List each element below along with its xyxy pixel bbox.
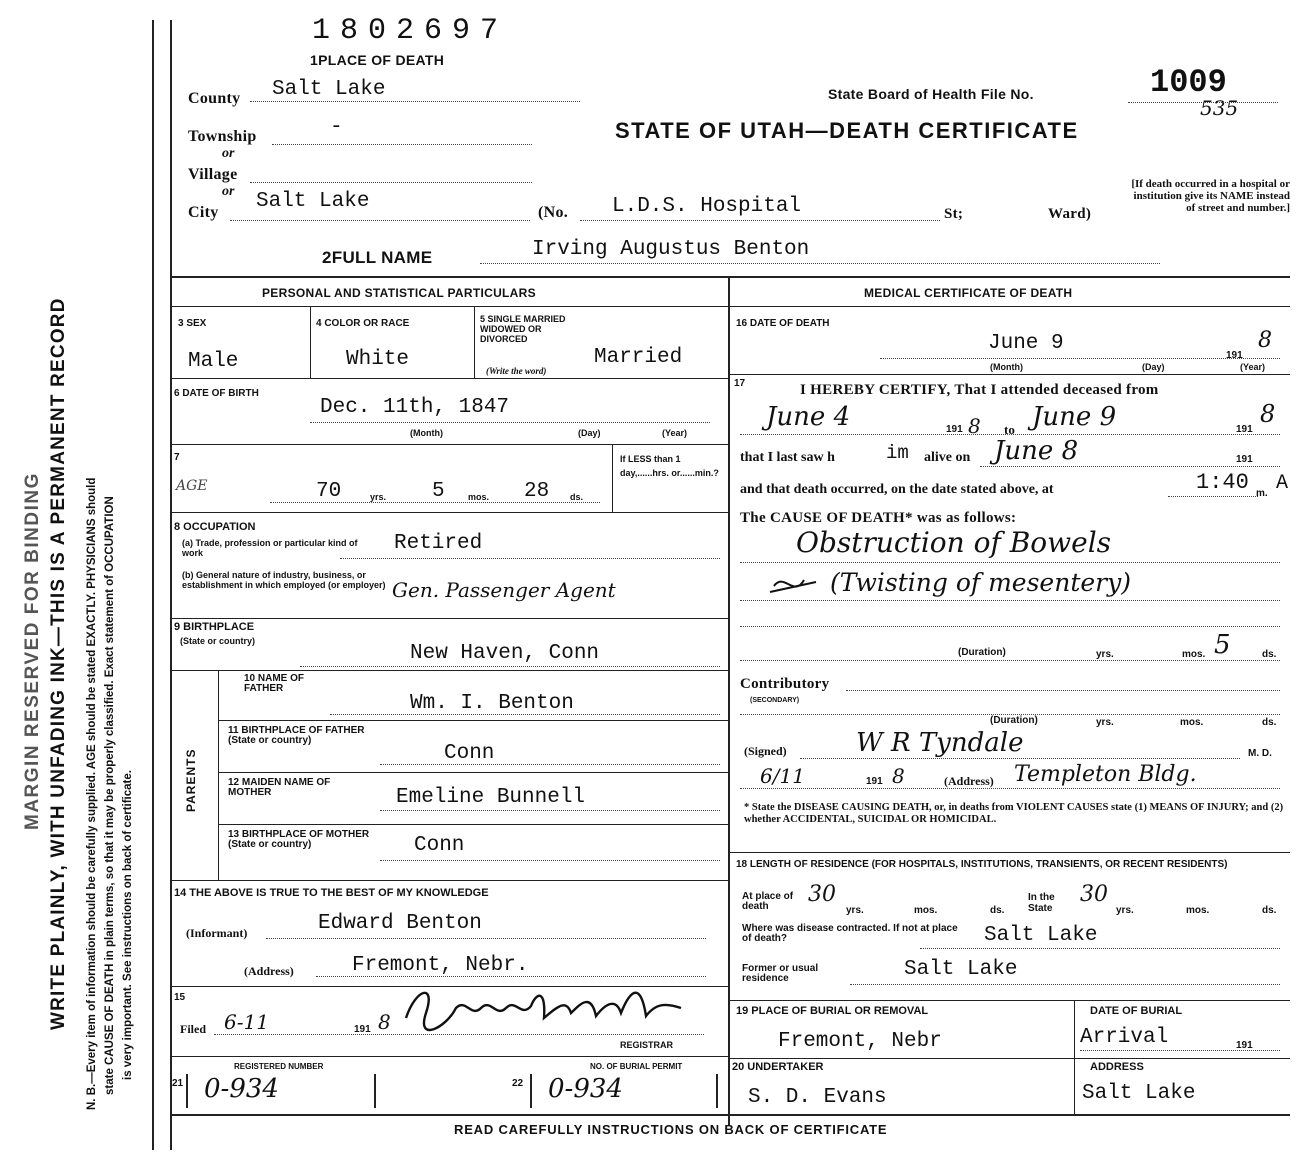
permit-num: 22	[512, 1078, 524, 1089]
color-label: 4 COLOR OR RACE	[316, 318, 410, 329]
full-name-value: Irving Augustus Benton	[532, 238, 810, 261]
duration-mos-2: mos.	[1180, 717, 1204, 728]
death-am: A	[1276, 472, 1289, 495]
registered-number-value: 0-934	[204, 1074, 279, 1104]
margin-reserved-text: MARGIN RESERVED FOR BINDING	[22, 472, 43, 830]
filed-year-suffix: 8	[378, 1010, 391, 1034]
med-row-line-2	[730, 852, 1290, 853]
less-than-note: If LESS than 1 day,......hrs. or......min.?	[620, 454, 719, 478]
sex-label: 3 SEX	[178, 318, 207, 329]
duration-ds-1: ds.	[1262, 649, 1277, 660]
informant-address-line	[316, 976, 706, 977]
place-of-death-label: 1PLACE OF DEATH	[310, 52, 445, 68]
certificate-title: STATE OF UTAH—DEATH CERTIFICATE	[615, 118, 1079, 143]
attended-from: June 4	[766, 402, 851, 432]
informant-line	[266, 938, 706, 939]
burial-permit-label: NO. OF BURIAL PERMIT	[590, 1062, 683, 1071]
serial-number: 1802697	[312, 14, 509, 48]
grid-center	[728, 276, 730, 1126]
file-no-line	[1128, 102, 1278, 103]
signed-value: W R Tyndale	[856, 728, 1024, 758]
to-year-suffix: 8	[1260, 400, 1276, 428]
burial-place-value: Fremont, Nebr	[778, 1030, 942, 1053]
dod-year-suffix: 8	[1258, 328, 1272, 353]
color-value: White	[346, 348, 410, 371]
duration-mos-1-label: mos.	[1182, 649, 1206, 660]
marital-label: 5 SINGLE MARRIED WIDOWED OR DIVORCED	[480, 314, 566, 344]
st-label: St;	[944, 206, 964, 222]
or-2: or	[222, 184, 235, 199]
age-line	[270, 502, 600, 503]
undertaker-address-value: Salt Lake	[1082, 1082, 1196, 1105]
physician-address-line	[740, 788, 1280, 789]
binding-instruction: WRITE PLAINLY, WITH UNFADING INK—THIS IS A PERMANENT RECORD	[48, 297, 69, 1030]
full-name-label: 2FULL NAME	[322, 248, 433, 267]
registrar-label: REGISTRAR	[620, 1040, 674, 1050]
where-contracted-label: Where was disease contracted. If not at place of death?	[742, 923, 958, 944]
outer-left-border	[152, 20, 154, 1150]
med-row-line-4	[730, 1058, 1290, 1059]
father-bp-value: Conn	[444, 742, 495, 765]
registrar-signature	[396, 978, 696, 1038]
footer-instructions: READ CAREFULLY INSTRUCTIONS ON BACK OF CERTIFICATE	[454, 1122, 888, 1137]
father-name-line	[330, 714, 720, 715]
burial-year: 191	[1236, 1040, 1253, 1051]
dob-label: 6 DATE OF BIRTH	[174, 388, 259, 399]
in-state-ds: ds.	[1262, 905, 1277, 916]
at-place-value: 30	[808, 882, 836, 907]
county-value: Salt Lake	[272, 78, 386, 101]
dob-value: Dec. 11th, 1847	[320, 396, 510, 419]
from-year-suffix: 8	[968, 414, 981, 438]
city-label: City	[188, 204, 219, 221]
contributory-label: Contributory	[740, 676, 830, 692]
age-mos: 5	[432, 480, 445, 503]
row-line-3	[170, 512, 728, 513]
mother-bp-value: Conn	[414, 834, 465, 857]
occ-a-line	[340, 558, 720, 559]
age-ds-label: ds.	[570, 492, 584, 502]
burial-divider	[1074, 1000, 1075, 1114]
ward-label: Ward)	[1048, 206, 1092, 222]
no-line	[580, 220, 940, 221]
row-line-9	[170, 880, 728, 881]
county-line	[250, 101, 580, 102]
row-line-1	[170, 378, 728, 379]
village-label: Village	[188, 166, 238, 183]
physician-address-value: Templeton Bldg.	[1014, 762, 1197, 787]
last-saw-line	[980, 466, 1280, 467]
file-no-label: State Board of Health File No.	[828, 86, 1034, 102]
in-state-label: In the State	[1028, 892, 1055, 914]
parents-label: PARENTS	[184, 748, 198, 812]
reg-num: 21	[172, 1078, 184, 1089]
certify-text: I HEREBY CERTIFY, That I attended deceased from	[800, 382, 1159, 398]
marital-value: Married	[594, 346, 683, 369]
birthplace-sub: (State or country)	[180, 636, 256, 646]
mother-bp-line	[380, 860, 720, 861]
grid-top	[170, 276, 1290, 278]
row-line-11	[170, 1056, 728, 1057]
cause-line-2	[740, 600, 1280, 601]
township-value: -	[330, 116, 343, 139]
burial-date-label: DATE OF BURIAL	[1090, 1005, 1183, 1017]
full-name-line	[480, 263, 1160, 264]
dob-line	[310, 422, 710, 423]
mother-name-label: 12 MAIDEN NAME OF MOTHER	[228, 777, 331, 798]
note-line-3: is very important. See instructions on back of certificate.	[122, 770, 134, 1080]
burial-permit-value: 0-934	[548, 1074, 623, 1104]
sex-divider	[310, 306, 311, 378]
undertaker-address-label: ADDRESS	[1090, 1061, 1144, 1073]
last-saw-year: 191	[1236, 454, 1253, 465]
informant-address-label: (Address)	[244, 964, 294, 978]
at-place-mos: mos.	[914, 905, 938, 916]
violent-causes-footnote: * State the DISEASE CAUSING DEATH, or, in deaths from VIOLENT CAUSES state (1) MEANS OF INJURY; and (2) whether ACCIDENTAL, SUICIDAL OR HOMICIDAL.	[744, 802, 1284, 825]
father-bp-label: 11 BIRTHPLACE OF FATHER (State or country)	[228, 725, 365, 746]
age-yrs-label: yrs.	[370, 492, 387, 502]
undertaker-value: S. D. Evans	[748, 1086, 887, 1109]
date-of-death-value: June 9	[988, 332, 1064, 355]
inner-left-border	[170, 20, 172, 1150]
at-place-yrs: yrs.	[846, 905, 864, 916]
mother-bp-label: 13 BIRTHPLACE OF MOTHER (State or country)	[228, 829, 370, 850]
signed-year-suffix: 8	[892, 764, 905, 788]
to-year-prefix: 191	[1236, 424, 1253, 435]
or-1: or	[222, 146, 235, 161]
attended-to: June 9	[1032, 402, 1117, 432]
row-line-2	[170, 444, 728, 445]
occupation-label: 8 OCCUPATION	[174, 521, 256, 533]
med-row-line-3	[730, 1000, 1290, 1001]
occ-a-value: Retired	[394, 532, 483, 555]
attended-line	[740, 434, 1280, 435]
father-name-label: 10 NAME OF FATHER	[244, 673, 305, 694]
row-line-4	[170, 618, 728, 619]
village-line	[250, 182, 532, 183]
signed-year-prefix: 191	[866, 776, 883, 787]
in-state-value: 30	[1080, 882, 1108, 907]
filed-year-prefix: 191	[354, 1024, 371, 1035]
occ-b-label: (b) General nature of industry, business, or establishment in which employed (or employer)	[182, 570, 386, 590]
signed-label: (Signed)	[744, 744, 787, 758]
signed-line	[800, 758, 1240, 759]
age-mos-label: mos.	[468, 492, 490, 502]
residence-label: 18 LENGTH OF RESIDENCE (FOR HOSPITALS, INSTITUTIONS, TRANSIENTS, OR RECENT RESIDENTS)	[736, 859, 1228, 870]
dod-line	[880, 358, 1280, 359]
birthplace-label: 9 BIRTHPLACE	[174, 621, 255, 633]
occ-a-label: (a) Trade, profession or particular kind of work	[182, 538, 358, 558]
death-time: 1:40	[1196, 470, 1249, 495]
county-label: County	[188, 90, 241, 107]
age-number: 7	[174, 452, 180, 463]
no-value: L.D.S. Hospital	[612, 195, 802, 218]
filed-value: 6-11	[224, 1010, 269, 1034]
note-line-2: state CAUSE OF DEATH in plain terms, so that it may be properly classified. Exact statement of OCCUPATION	[104, 496, 116, 1095]
dod-year-prefix: 191	[1226, 350, 1243, 361]
filed-label: Filed	[180, 1022, 206, 1036]
death-time-line	[1168, 496, 1258, 497]
registered-number-label: REGISTERED NUMBER	[234, 1062, 324, 1071]
row-line-5	[170, 670, 728, 671]
medical-title-line	[730, 306, 1290, 307]
former-residence-line	[850, 984, 1280, 985]
city-line	[230, 220, 530, 221]
where-contracted-line	[920, 948, 1280, 949]
no-label: (No.	[538, 204, 569, 221]
dod-month: (Month)	[990, 362, 1023, 372]
in-state-yrs: yrs.	[1116, 905, 1134, 916]
informant-address-value: Fremont, Nebr.	[352, 954, 529, 977]
dod-year: (Year)	[1240, 362, 1266, 372]
filed-number: 15	[174, 992, 186, 1003]
date-of-death-label: 16 DATE OF DEATH	[736, 318, 830, 329]
undertaker-label: 20 UNDERTAKER	[732, 1061, 824, 1073]
knowledge-label: 14 THE ABOVE IS TRUE TO THE BEST OF MY KNOWLEDGE	[174, 887, 489, 899]
medical-section-title: MEDICAL CERTIFICATE OF DEATH	[864, 286, 1073, 300]
from-year-prefix: 191	[946, 424, 963, 435]
township-label: Township	[188, 128, 257, 145]
age-yrs: 70	[316, 480, 342, 503]
last-saw-value: June 8	[994, 436, 1079, 466]
contributory-line	[846, 690, 1280, 691]
grid-bottom	[170, 1114, 1290, 1116]
marital-note: (Write the word)	[486, 366, 547, 376]
file-no-value: 1009	[1150, 64, 1227, 101]
death-m-label: m.	[1256, 488, 1268, 499]
note-line-1: N. B.—Every item of information should be carefully supplied. AGE should be stated EXACTLY. PHYSICIANS should	[86, 477, 98, 1110]
father-bp-line	[380, 764, 720, 765]
secondary-label: (SECONDARY)	[750, 697, 800, 704]
duration-ds-2: ds.	[1262, 717, 1277, 728]
duration-line-1	[740, 660, 1280, 661]
certify-number: 17	[734, 378, 746, 389]
dob-year: (Year)	[662, 428, 688, 438]
mother-name-line	[380, 810, 720, 811]
in-state-mos: mos.	[1186, 905, 1210, 916]
birthplace-line	[300, 666, 720, 667]
last-saw-alive: alive on	[924, 450, 971, 465]
duration-label-1: (Duration)	[958, 647, 1006, 658]
color-divider	[474, 306, 475, 378]
age-ds: 28	[524, 480, 550, 503]
death-occurred-text: and that death occurred, on the date stated above, at	[740, 482, 1054, 497]
cause-primary: Obstruction of Bowels	[796, 526, 1112, 559]
file-no-extra: 535	[1200, 96, 1239, 120]
md-label: M. D.	[1248, 748, 1272, 759]
occ-b-value: Gen. Passenger Agent	[392, 578, 616, 602]
former-residence-value: Salt Lake	[904, 958, 1018, 981]
to-label: to	[1004, 422, 1015, 437]
row-line-7	[218, 772, 728, 773]
parents-divider	[218, 670, 219, 880]
duration-label-2: (Duration)	[990, 715, 1038, 726]
sex-value: Male	[188, 350, 239, 373]
duration-yrs-1: yrs.	[1096, 649, 1114, 660]
personal-title-line	[170, 306, 728, 307]
hospital-note: [If death occurred in a hospital or institution give its NAME instead of street and number.]	[1131, 178, 1290, 214]
row-line-8	[218, 824, 728, 825]
cause-line-1	[740, 562, 1280, 563]
burial-place-label: 19 PLACE OF BURIAL OR REMOVAL	[736, 1005, 929, 1017]
dob-month: (Month)	[410, 428, 443, 438]
cause-label: The CAUSE OF DEATH* was as follows:	[740, 510, 1017, 526]
med-row-line-1	[730, 374, 1290, 375]
less-divider	[612, 444, 613, 512]
duration-yrs-2: yrs.	[1096, 717, 1114, 728]
last-saw-im: im	[886, 442, 909, 464]
mother-name-value: Emeline Bunnell	[396, 786, 586, 809]
father-name-value: Wm. I. Benton	[410, 692, 574, 715]
where-contracted-value: Salt Lake	[984, 924, 1098, 947]
crossed-out-mark	[766, 568, 826, 604]
former-residence-label: Former or usual residence	[742, 963, 819, 984]
age-prefix: AGE	[176, 478, 208, 494]
burial-date-value: Arrival	[1080, 1026, 1169, 1049]
dob-day: (Day)	[578, 428, 601, 438]
personal-section-title: PERSONAL AND STATISTICAL PARTICULARS	[262, 286, 536, 300]
cause-secondary: (Twisting of mesentery)	[830, 568, 1132, 597]
cause-line-3	[740, 626, 1280, 627]
last-saw-text: that I last saw h	[740, 450, 835, 465]
dod-day: (Day)	[1142, 362, 1165, 372]
signed-date: 6/11	[760, 764, 805, 788]
informant-value: Edward Benton	[318, 912, 482, 935]
duration-mos-1: 5	[1214, 630, 1231, 660]
physician-address-label: (Address)	[944, 774, 994, 788]
row-line-6	[218, 720, 728, 721]
burial-date-line	[1080, 1050, 1280, 1051]
birthplace-value: New Haven, Conn	[410, 642, 600, 665]
city-value: Salt Lake	[256, 190, 370, 213]
informant-label: (Informant)	[186, 926, 248, 940]
township-line	[272, 144, 532, 145]
at-place-ds: ds.	[990, 905, 1005, 916]
at-place-label: At place of death	[742, 891, 794, 912]
